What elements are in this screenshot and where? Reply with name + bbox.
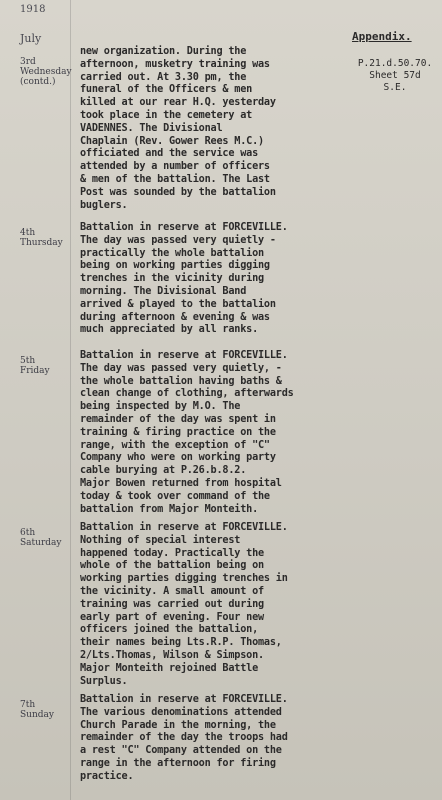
entry-text: new organization. During the afternoon, musketry training was carried out. At 3.30 pm, the funeral of the Officers & men killed at our rear H.Q. yesterday took place in the cemetery at VADENNES. The Divisional Chaplain (Rev. Gower Rees M.C.) officiated and the service was attended by a number of officers & men of the battalion. The Last Post was sounded by the battalion buglers.	[80, 46, 276, 211]
year-label: 1918	[20, 4, 46, 15]
entry-date: 3rd Wednesday (contd.)	[20, 57, 72, 87]
entry-text: Battalion in reserve at FORCEVILLE. The day was passed very quietly, - the whole battalion having baths & clean change of clothing, afterwards being inspected by M.O. The remainder of the day was spent in training & firing practice on the range, with the exception of "C" Company who were on working party cable burying at P.26.b.8.2. Major Bowen returned from hospital today & took over command of the battalion from Major Monteith.	[80, 350, 294, 515]
entry-date: 5th Friday	[20, 356, 50, 376]
entry-date: 7th Sunday	[20, 700, 54, 720]
month-label: July	[20, 32, 42, 45]
entry-date: 6th Saturday	[20, 528, 62, 548]
entry-text: Battalion in reserve at FORCEVILLE. The day was passed very quietly - practically the whole battalion being on working parties digging trenches in the vicinity during morning. The Divisional Band arrived & played to the battalion during afternoon & evening & was much appreciated by all ranks.	[80, 222, 288, 336]
entry-text: Battalion in reserve at FORCEVILLE. Nothing of special interest happened today. Practically the whole of the battalion being on working parties digging trenches in the vicinity. A small amount of training was carried out during early part of evening. Four new officers joined the battalion, their names being Lts.R.P. Thomas, 2/Lts.Thomas, Wilson & Simpson. Major Monteith rejoined Battle Surplus.	[80, 522, 288, 687]
margin-rule	[70, 0, 71, 800]
entry-text: Battalion in reserve at FORCEVILLE. The various denominations attended Church Parade in the morning, the remainder of the day the troops had a rest "C" Company attended on the range in the afternoon for firing practice.	[80, 694, 288, 782]
entry-date: 4th Thursday	[20, 228, 63, 248]
map-reference: P.21.d.50.70. Sheet 57d S.E.	[357, 58, 433, 93]
appendix-heading: Appendix.	[352, 30, 412, 43]
